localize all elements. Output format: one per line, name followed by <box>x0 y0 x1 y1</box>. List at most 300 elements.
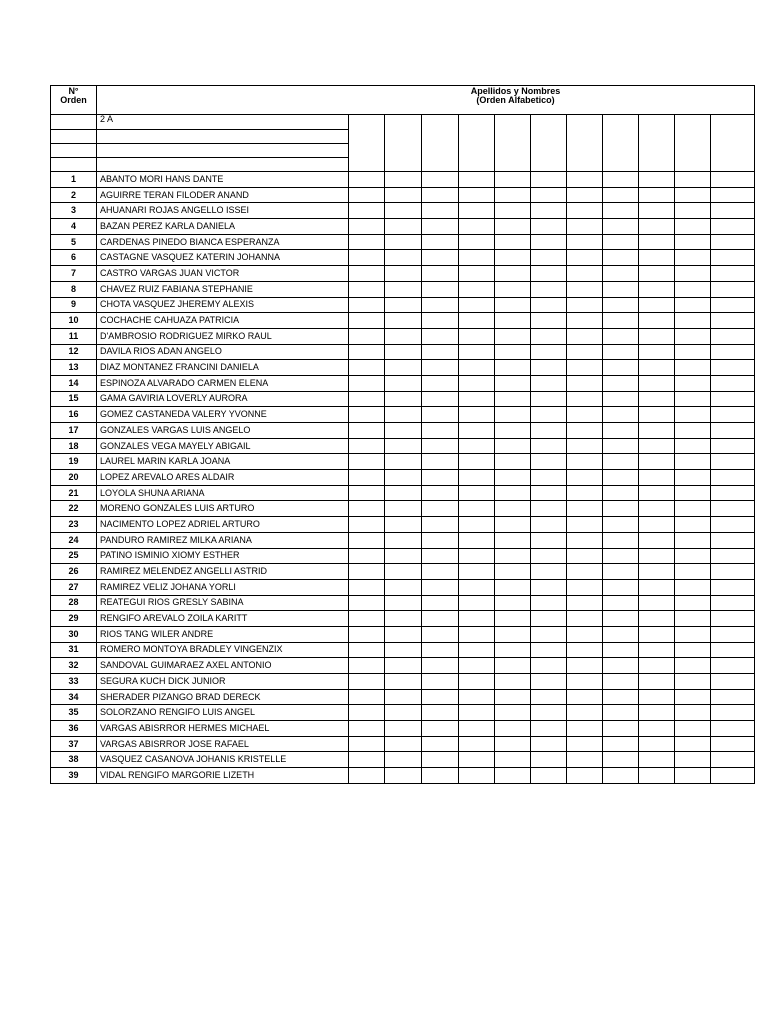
mark-cell[interactable] <box>459 564 495 580</box>
mark-cell[interactable] <box>422 297 459 313</box>
mark-cell[interactable] <box>459 595 495 611</box>
mark-cell[interactable] <box>422 736 459 752</box>
mark-cell[interactable] <box>531 219 567 235</box>
mark-cell[interactable] <box>459 407 495 423</box>
mark-cell[interactable] <box>495 501 531 517</box>
mark-cell[interactable] <box>495 564 531 580</box>
mark-cell[interactable] <box>349 752 385 768</box>
mark-cell[interactable] <box>639 611 675 627</box>
mark-cell[interactable] <box>495 360 531 376</box>
mark-cell[interactable] <box>422 470 459 486</box>
mark-cell[interactable] <box>422 328 459 344</box>
mark-cell[interactable] <box>422 203 459 219</box>
mark-cell[interactable] <box>385 172 422 188</box>
mark-cell[interactable] <box>639 423 675 439</box>
mark-cell[interactable] <box>675 328 711 344</box>
mark-cell[interactable] <box>495 642 531 658</box>
mark-cell[interactable] <box>603 454 639 470</box>
mark-cell[interactable] <box>422 642 459 658</box>
mark-cell[interactable] <box>711 736 755 752</box>
mark-cell[interactable] <box>711 752 755 768</box>
mark-cell[interactable] <box>675 564 711 580</box>
mark-cell[interactable] <box>603 721 639 737</box>
mark-cell[interactable] <box>495 768 531 784</box>
mark-cell[interactable] <box>422 438 459 454</box>
mark-cell[interactable] <box>495 391 531 407</box>
mark-cell[interactable] <box>459 219 495 235</box>
mark-cell[interactable] <box>422 219 459 235</box>
mark-cell[interactable] <box>567 485 603 501</box>
mark-cell[interactable] <box>603 705 639 721</box>
mark-cell[interactable] <box>639 721 675 737</box>
mark-cell[interactable] <box>385 454 422 470</box>
mark-cell[interactable] <box>603 187 639 203</box>
mark-cell[interactable] <box>567 187 603 203</box>
mark-cell[interactable] <box>567 564 603 580</box>
mark-cell[interactable] <box>639 250 675 266</box>
mark-cell[interactable] <box>675 595 711 611</box>
mark-cell[interactable] <box>603 752 639 768</box>
mark-cell[interactable] <box>675 736 711 752</box>
mark-cell[interactable] <box>603 611 639 627</box>
mark-cell[interactable] <box>422 705 459 721</box>
mark-cell[interactable] <box>459 391 495 407</box>
mark-cell[interactable] <box>567 203 603 219</box>
mark-cell[interactable] <box>495 203 531 219</box>
mark-cell[interactable] <box>603 517 639 533</box>
mark-cell[interactable] <box>531 407 567 423</box>
mark-cell[interactable] <box>567 626 603 642</box>
mark-cell[interactable] <box>639 407 675 423</box>
mark-cell[interactable] <box>639 564 675 580</box>
mark-cell[interactable] <box>349 266 385 282</box>
mark-cell[interactable] <box>459 266 495 282</box>
mark-cell[interactable] <box>603 470 639 486</box>
mark-cell[interactable] <box>639 595 675 611</box>
mark-cell[interactable] <box>385 548 422 564</box>
mark-cell[interactable] <box>603 548 639 564</box>
mark-cell[interactable] <box>385 266 422 282</box>
mark-cell[interactable] <box>711 172 755 188</box>
mark-cell[interactable] <box>495 689 531 705</box>
mark-cell[interactable] <box>675 642 711 658</box>
mark-cell[interactable] <box>711 203 755 219</box>
mark-cell[interactable] <box>711 281 755 297</box>
mark-cell[interactable] <box>495 438 531 454</box>
mark-cell[interactable] <box>495 423 531 439</box>
mark-cell[interactable] <box>711 219 755 235</box>
mark-cell[interactable] <box>459 658 495 674</box>
mark-cell[interactable] <box>385 564 422 580</box>
mark-cell[interactable] <box>349 532 385 548</box>
mark-cell[interactable] <box>675 548 711 564</box>
mark-cell[interactable] <box>675 517 711 533</box>
mark-cell[interactable] <box>531 768 567 784</box>
mark-cell[interactable] <box>385 705 422 721</box>
mark-cell[interactable] <box>385 768 422 784</box>
mark-cell[interactable] <box>711 501 755 517</box>
mark-cell[interactable] <box>422 579 459 595</box>
mark-cell[interactable] <box>422 752 459 768</box>
mark-cell[interactable] <box>531 705 567 721</box>
mark-cell[interactable] <box>422 768 459 784</box>
mark-cell[interactable] <box>459 360 495 376</box>
mark-cell[interactable] <box>639 172 675 188</box>
mark-cell[interactable] <box>675 407 711 423</box>
mark-cell[interactable] <box>459 438 495 454</box>
mark-cell[interactable] <box>495 281 531 297</box>
mark-cell[interactable] <box>459 375 495 391</box>
mark-cell[interactable] <box>567 736 603 752</box>
mark-cell[interactable] <box>495 532 531 548</box>
mark-cell[interactable] <box>422 674 459 690</box>
mark-cell[interactable] <box>711 391 755 407</box>
mark-cell[interactable] <box>711 266 755 282</box>
mark-cell[interactable] <box>459 203 495 219</box>
mark-cell[interactable] <box>349 611 385 627</box>
mark-cell[interactable] <box>385 517 422 533</box>
mark-cell[interactable] <box>603 642 639 658</box>
mark-cell[interactable] <box>422 313 459 329</box>
mark-cell[interactable] <box>385 595 422 611</box>
mark-cell[interactable] <box>459 532 495 548</box>
mark-cell[interactable] <box>349 454 385 470</box>
mark-cell[interactable] <box>459 611 495 627</box>
mark-cell[interactable] <box>531 454 567 470</box>
mark-cell[interactable] <box>531 375 567 391</box>
mark-cell[interactable] <box>567 548 603 564</box>
mark-cell[interactable] <box>639 438 675 454</box>
mark-cell[interactable] <box>603 736 639 752</box>
mark-cell[interactable] <box>495 595 531 611</box>
mark-cell[interactable] <box>495 407 531 423</box>
mark-cell[interactable] <box>567 250 603 266</box>
mark-cell[interactable] <box>349 313 385 329</box>
mark-cell[interactable] <box>567 674 603 690</box>
mark-cell[interactable] <box>495 219 531 235</box>
mark-cell[interactable] <box>349 579 385 595</box>
mark-cell[interactable] <box>385 423 422 439</box>
mark-cell[interactable] <box>349 375 385 391</box>
mark-cell[interactable] <box>531 187 567 203</box>
mark-cell[interactable] <box>531 564 567 580</box>
mark-cell[interactable] <box>639 658 675 674</box>
mark-cell[interactable] <box>349 360 385 376</box>
mark-cell[interactable] <box>349 548 385 564</box>
mark-cell[interactable] <box>422 626 459 642</box>
mark-cell[interactable] <box>459 423 495 439</box>
mark-cell[interactable] <box>349 721 385 737</box>
mark-cell[interactable] <box>711 564 755 580</box>
mark-cell[interactable] <box>385 689 422 705</box>
mark-cell[interactable] <box>675 454 711 470</box>
mark-cell[interactable] <box>675 172 711 188</box>
mark-cell[interactable] <box>495 234 531 250</box>
mark-cell[interactable] <box>385 485 422 501</box>
mark-cell[interactable] <box>349 250 385 266</box>
mark-cell[interactable] <box>495 626 531 642</box>
mark-cell[interactable] <box>422 485 459 501</box>
mark-cell[interactable] <box>675 234 711 250</box>
mark-cell[interactable] <box>603 219 639 235</box>
mark-cell[interactable] <box>567 470 603 486</box>
mark-cell[interactable] <box>531 579 567 595</box>
mark-cell[interactable] <box>567 689 603 705</box>
mark-cell[interactable] <box>711 579 755 595</box>
mark-cell[interactable] <box>349 172 385 188</box>
mark-cell[interactable] <box>495 736 531 752</box>
mark-cell[interactable] <box>639 642 675 658</box>
mark-cell[interactable] <box>675 611 711 627</box>
mark-cell[interactable] <box>675 423 711 439</box>
mark-cell[interactable] <box>603 360 639 376</box>
mark-cell[interactable] <box>385 250 422 266</box>
mark-cell[interactable] <box>459 705 495 721</box>
mark-cell[interactable] <box>385 281 422 297</box>
mark-cell[interactable] <box>711 548 755 564</box>
mark-cell[interactable] <box>567 313 603 329</box>
mark-cell[interactable] <box>349 391 385 407</box>
mark-cell[interactable] <box>639 219 675 235</box>
mark-cell[interactable] <box>567 360 603 376</box>
mark-cell[interactable] <box>711 674 755 690</box>
mark-cell[interactable] <box>603 438 639 454</box>
mark-cell[interactable] <box>603 281 639 297</box>
mark-cell[interactable] <box>459 736 495 752</box>
mark-cell[interactable] <box>711 423 755 439</box>
mark-cell[interactable] <box>385 642 422 658</box>
mark-cell[interactable] <box>531 658 567 674</box>
mark-cell[interactable] <box>385 297 422 313</box>
mark-cell[interactable] <box>422 454 459 470</box>
mark-cell[interactable] <box>639 391 675 407</box>
mark-cell[interactable] <box>639 187 675 203</box>
mark-cell[interactable] <box>531 752 567 768</box>
mark-cell[interactable] <box>675 297 711 313</box>
mark-cell[interactable] <box>349 626 385 642</box>
mark-cell[interactable] <box>603 203 639 219</box>
mark-cell[interactable] <box>459 454 495 470</box>
mark-cell[interactable] <box>349 423 385 439</box>
mark-cell[interactable] <box>495 548 531 564</box>
mark-cell[interactable] <box>531 281 567 297</box>
mark-cell[interactable] <box>459 328 495 344</box>
mark-cell[interactable] <box>603 375 639 391</box>
mark-cell[interactable] <box>639 752 675 768</box>
mark-cell[interactable] <box>349 689 385 705</box>
mark-cell[interactable] <box>531 689 567 705</box>
mark-cell[interactable] <box>385 736 422 752</box>
mark-cell[interactable] <box>531 721 567 737</box>
mark-cell[interactable] <box>422 501 459 517</box>
mark-cell[interactable] <box>385 313 422 329</box>
mark-cell[interactable] <box>567 328 603 344</box>
mark-cell[interactable] <box>459 579 495 595</box>
mark-cell[interactable] <box>639 532 675 548</box>
mark-cell[interactable] <box>385 470 422 486</box>
mark-cell[interactable] <box>711 768 755 784</box>
mark-cell[interactable] <box>349 407 385 423</box>
mark-cell[interactable] <box>459 674 495 690</box>
mark-cell[interactable] <box>349 705 385 721</box>
mark-cell[interactable] <box>422 517 459 533</box>
mark-cell[interactable] <box>639 705 675 721</box>
mark-cell[interactable] <box>531 736 567 752</box>
mark-cell[interactable] <box>422 407 459 423</box>
mark-cell[interactable] <box>531 470 567 486</box>
mark-cell[interactable] <box>567 172 603 188</box>
mark-cell[interactable] <box>603 595 639 611</box>
mark-cell[interactable] <box>567 642 603 658</box>
mark-cell[interactable] <box>711 407 755 423</box>
mark-cell[interactable] <box>385 360 422 376</box>
mark-cell[interactable] <box>459 172 495 188</box>
mark-cell[interactable] <box>385 721 422 737</box>
mark-cell[interactable] <box>711 187 755 203</box>
mark-cell[interactable] <box>603 674 639 690</box>
mark-cell[interactable] <box>385 219 422 235</box>
mark-cell[interactable] <box>639 517 675 533</box>
mark-cell[interactable] <box>603 266 639 282</box>
mark-cell[interactable] <box>531 438 567 454</box>
mark-cell[interactable] <box>385 626 422 642</box>
mark-cell[interactable] <box>349 234 385 250</box>
mark-cell[interactable] <box>567 752 603 768</box>
mark-cell[interactable] <box>495 313 531 329</box>
mark-cell[interactable] <box>711 313 755 329</box>
mark-cell[interactable] <box>711 485 755 501</box>
mark-cell[interactable] <box>385 391 422 407</box>
mark-cell[interactable] <box>385 407 422 423</box>
mark-cell[interactable] <box>459 501 495 517</box>
mark-cell[interactable] <box>603 234 639 250</box>
mark-cell[interactable] <box>459 752 495 768</box>
mark-cell[interactable] <box>531 532 567 548</box>
mark-cell[interactable] <box>603 532 639 548</box>
mark-cell[interactable] <box>711 626 755 642</box>
mark-cell[interactable] <box>422 281 459 297</box>
mark-cell[interactable] <box>349 564 385 580</box>
mark-cell[interactable] <box>567 391 603 407</box>
mark-cell[interactable] <box>531 266 567 282</box>
mark-cell[interactable] <box>603 423 639 439</box>
mark-cell[interactable] <box>639 375 675 391</box>
mark-cell[interactable] <box>349 674 385 690</box>
mark-cell[interactable] <box>711 611 755 627</box>
mark-cell[interactable] <box>349 187 385 203</box>
mark-cell[interactable] <box>567 407 603 423</box>
mark-cell[interactable] <box>567 297 603 313</box>
mark-cell[interactable] <box>422 423 459 439</box>
mark-cell[interactable] <box>711 470 755 486</box>
mark-cell[interactable] <box>603 313 639 329</box>
mark-cell[interactable] <box>639 344 675 360</box>
mark-cell[interactable] <box>567 611 603 627</box>
mark-cell[interactable] <box>567 532 603 548</box>
mark-cell[interactable] <box>459 297 495 313</box>
mark-cell[interactable] <box>639 736 675 752</box>
mark-cell[interactable] <box>349 501 385 517</box>
mark-cell[interactable] <box>567 501 603 517</box>
mark-cell[interactable] <box>639 281 675 297</box>
mark-cell[interactable] <box>675 579 711 595</box>
mark-cell[interactable] <box>495 611 531 627</box>
mark-cell[interactable] <box>531 501 567 517</box>
mark-cell[interactable] <box>495 721 531 737</box>
mark-cell[interactable] <box>639 485 675 501</box>
mark-cell[interactable] <box>422 611 459 627</box>
mark-cell[interactable] <box>495 297 531 313</box>
mark-cell[interactable] <box>422 234 459 250</box>
mark-cell[interactable] <box>422 172 459 188</box>
mark-cell[interactable] <box>567 454 603 470</box>
mark-cell[interactable] <box>567 375 603 391</box>
mark-cell[interactable] <box>675 375 711 391</box>
mark-cell[interactable] <box>711 328 755 344</box>
mark-cell[interactable] <box>675 689 711 705</box>
mark-cell[interactable] <box>531 250 567 266</box>
mark-cell[interactable] <box>495 752 531 768</box>
mark-cell[interactable] <box>603 564 639 580</box>
mark-cell[interactable] <box>603 344 639 360</box>
mark-cell[interactable] <box>675 250 711 266</box>
mark-cell[interactable] <box>531 674 567 690</box>
mark-cell[interactable] <box>531 391 567 407</box>
mark-cell[interactable] <box>385 501 422 517</box>
mark-cell[interactable] <box>567 438 603 454</box>
mark-cell[interactable] <box>495 454 531 470</box>
mark-cell[interactable] <box>349 219 385 235</box>
mark-cell[interactable] <box>349 658 385 674</box>
mark-cell[interactable] <box>531 172 567 188</box>
mark-cell[interactable] <box>603 626 639 642</box>
mark-cell[interactable] <box>639 454 675 470</box>
mark-cell[interactable] <box>495 470 531 486</box>
mark-cell[interactable] <box>422 595 459 611</box>
mark-cell[interactable] <box>495 266 531 282</box>
mark-cell[interactable] <box>711 642 755 658</box>
mark-cell[interactable] <box>675 313 711 329</box>
mark-cell[interactable] <box>711 438 755 454</box>
mark-cell[interactable] <box>603 658 639 674</box>
mark-cell[interactable] <box>349 281 385 297</box>
mark-cell[interactable] <box>349 203 385 219</box>
mark-cell[interactable] <box>459 234 495 250</box>
mark-cell[interactable] <box>349 438 385 454</box>
mark-cell[interactable] <box>675 752 711 768</box>
mark-cell[interactable] <box>603 768 639 784</box>
mark-cell[interactable] <box>567 234 603 250</box>
mark-cell[interactable] <box>495 579 531 595</box>
mark-cell[interactable] <box>675 501 711 517</box>
mark-cell[interactable] <box>422 548 459 564</box>
mark-cell[interactable] <box>531 423 567 439</box>
mark-cell[interactable] <box>422 689 459 705</box>
mark-cell[interactable] <box>495 344 531 360</box>
mark-cell[interactable] <box>459 626 495 642</box>
mark-cell[interactable] <box>349 517 385 533</box>
mark-cell[interactable] <box>531 485 567 501</box>
mark-cell[interactable] <box>495 172 531 188</box>
mark-cell[interactable] <box>459 187 495 203</box>
mark-cell[interactable] <box>639 674 675 690</box>
mark-cell[interactable] <box>711 705 755 721</box>
mark-cell[interactable] <box>495 485 531 501</box>
mark-cell[interactable] <box>422 721 459 737</box>
mark-cell[interactable] <box>531 313 567 329</box>
mark-cell[interactable] <box>639 313 675 329</box>
mark-cell[interactable] <box>422 187 459 203</box>
